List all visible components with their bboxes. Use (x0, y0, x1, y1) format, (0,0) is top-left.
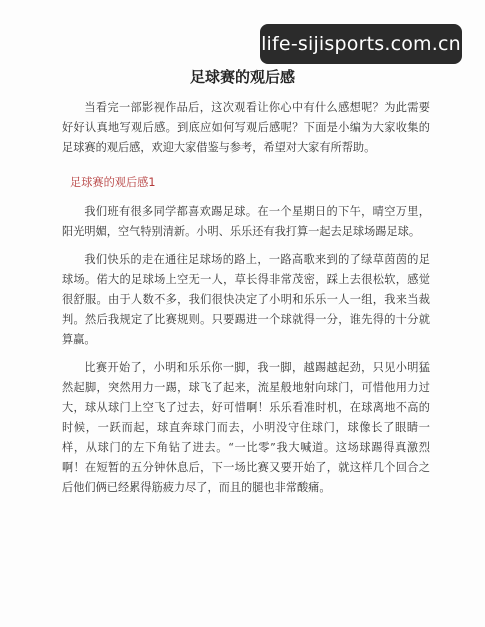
site-watermark: life-sijisports.com.cn (260, 24, 462, 64)
article-title: 足球赛的观后感 (189, 68, 295, 86)
body-paragraph-1: 我们班有很多同学都喜欢踢足球。在一个星期日的下午，晴空万里，阳光明媚，空气特别清新。小明、乐乐还有我打算一起去足球场踢足球。 (62, 205, 430, 238)
section-title: 足球赛的观后感1 (70, 176, 156, 189)
intro-paragraph: 当看完一部影视作品后，这次观看让你心中有什么感想呢？为此需要好好认真地写观后感。到底应如何写观后感呢？下面是小编为大家收集的足球赛的观后感，欢迎大家借鉴与参考，希望对大家有所帮助。 (62, 101, 430, 154)
body-paragraph-3: 比赛开始了，小明和乐乐你一脚，我一脚，越踢越起劲，只见小明猛然起脚，突然用力一踢，球飞了起来，流星般地射向球门，可惜他用力过大，球从球门上空飞了过去，好可惜啊！乐乐看准时机，在球离地不高的时候，一跃而起，球直奔球门而去，小明没守住球门，球像长了眼睛一样，从球门的左下角钻了进去。“一比零”我大喊道。这场球踢得真激烈啊！在短暂的五分钟休息后，下一场比赛又要开始了，就这样几个回合之后他们俩已经累得筋疲力尽了，而且的腿也非常酸痛。 (62, 361, 430, 494)
body-paragraph-2: 我们快乐的走在通往足球场的路上，一路高歌来到的了绿草茵茵的足球场。偌大的足球场上空无一人，草长得非常茂密，踩上去很松软，感觉很舒服。由于人数不多，我们很快决定了小明和乐乐一人一组，我来当裁判。然后我规定了比赛规则。只要踢进一个球就得一分，谁先得的十分就算赢。 (62, 253, 430, 346)
article-body (62, 98, 430, 506)
